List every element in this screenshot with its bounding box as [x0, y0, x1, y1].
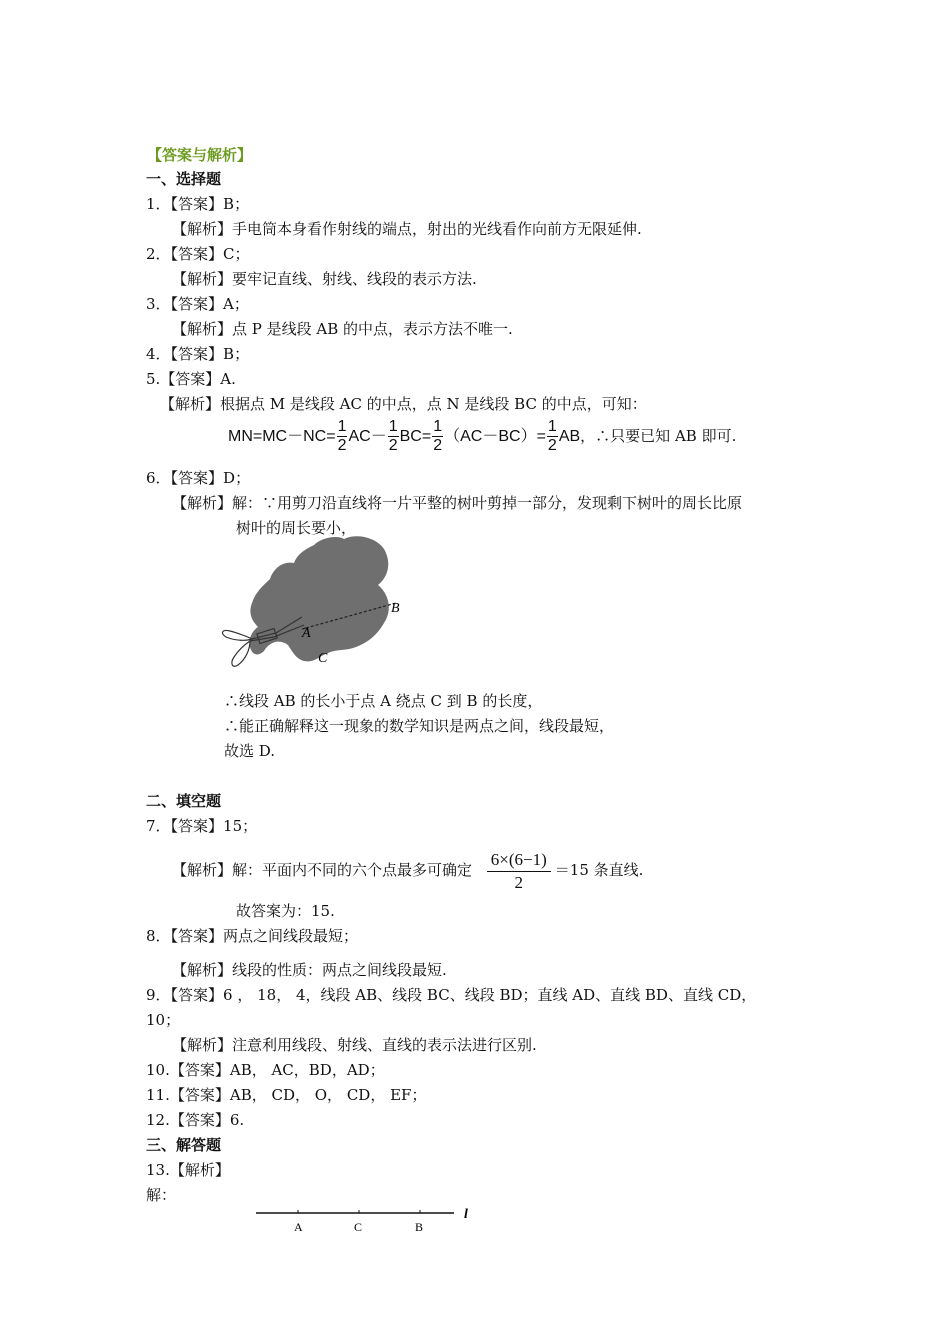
explanation-text: ＝15 条直线. [554, 861, 644, 879]
explanation-line: ∴能正确解释这一现象的数学知识是两点之间，线段最短， [224, 717, 615, 735]
explanation-line: 树叶的周长要小， [236, 519, 357, 537]
answer-line: 7．【答案】15； [146, 817, 258, 835]
section-title: 二、填空题 [146, 792, 222, 810]
explanation-line: 【解析】要牢记直线、射线、线段的表示方法. [172, 270, 477, 288]
answer-line: 11.【答案】AB， CD， O， CD， EF； [146, 1086, 427, 1104]
section-title: 三、解答题 [146, 1136, 222, 1154]
leaf-shape [249, 536, 388, 661]
leaf-label-a: A [302, 626, 311, 641]
explanation-q7 [172, 846, 643, 894]
leaf-scissors-figure [218, 533, 418, 678]
explanation-line: 【解析】点 P 是线段 AB 的中点，表示方法不唯一. [172, 320, 513, 338]
line-figure [250, 1202, 480, 1238]
formula-part: MN=MC－NC= [228, 428, 336, 445]
fraction-half: $\frac{1}{2}$ [547, 418, 557, 455]
explanation-text: 【解析】解：平面内不同的六个点最多可确定 [172, 861, 473, 879]
formula-part: AC－ [348, 428, 387, 445]
explanation-line: 故选 D. [224, 742, 276, 760]
formula-q5 [228, 416, 736, 457]
formula-part: ，∴只要已知 AB 即可. [580, 427, 737, 445]
answer-line: 12.【答案】6. [146, 1111, 245, 1129]
answer-line: 10.【答案】AB， AC，BD，AD； [146, 1061, 385, 1079]
answer-line: 6．【答案】D； [146, 469, 251, 487]
answer-line: 13.【解析】 [146, 1161, 230, 1179]
formula-part: （AC－BC）= [444, 428, 546, 445]
point-label-b: B [415, 1220, 424, 1234]
leaf-label-b: B [391, 601, 400, 616]
answer-line: 3．【答案】A； [146, 295, 249, 313]
point-label-c: C [354, 1220, 363, 1234]
fraction-combination: $\frac{6\times(6-1)}{2}$ [487, 849, 551, 894]
line-label-l: l [464, 1207, 468, 1222]
answer-line: 10； [146, 1011, 181, 1029]
fraction-half: $\frac{1}{2}$ [337, 418, 347, 455]
explanation-line: 【解析】解：∵用剪刀沿直线将一片平整的树叶剪掉一部分，发现剩下树叶的周长比原 [172, 494, 743, 512]
section-title: 一、选择题 [146, 170, 222, 188]
answer-line: 8．【答案】两点之间线段最短； [146, 927, 359, 945]
answer-line: 4．【答案】B； [146, 345, 250, 363]
fraction-half: $\frac{1}{2}$ [433, 418, 443, 455]
explanation-line: 【解析】注意利用线段、射线、直线的表示法进行区别. [172, 1036, 537, 1054]
formula-part: AB [558, 428, 581, 445]
formula-part: BC= [399, 428, 432, 445]
explanation-line: 【解析】手电筒本身看作射线的端点，射出的光线看作向前方无限延伸. [172, 220, 642, 238]
explanation-line: 【解析】线段的性质：两点之间线段最短. [172, 961, 447, 979]
answer-header: 【答案与解析】 [147, 146, 253, 164]
explanation-line: 【解析】根据点 M 是线段 AC 的中点，点 N 是线段 BC 的中点，可知： [160, 395, 647, 413]
explanation-line: ∴线段 AB 的长小于点 A 绕点 C 到 B 的长度， [224, 692, 543, 710]
answer-line: 2．【答案】C； [146, 245, 250, 263]
explanation-line: 故答案为：15. [236, 902, 335, 920]
fraction-half: $\frac{1}{2}$ [388, 418, 398, 455]
answer-line: 9．【答案】6 ， 18， 4，线段 AB、线段 BC、线段 BD；直线 AD、直线 BD、直线 CD， [146, 986, 757, 1004]
answer-line: 解： [146, 1186, 177, 1204]
answer-line: 5.【答案】A. [146, 370, 236, 388]
leaf-label-c: C [318, 651, 328, 666]
answer-line: 1．【答案】B； [146, 195, 250, 213]
point-label-a: A [294, 1220, 303, 1234]
